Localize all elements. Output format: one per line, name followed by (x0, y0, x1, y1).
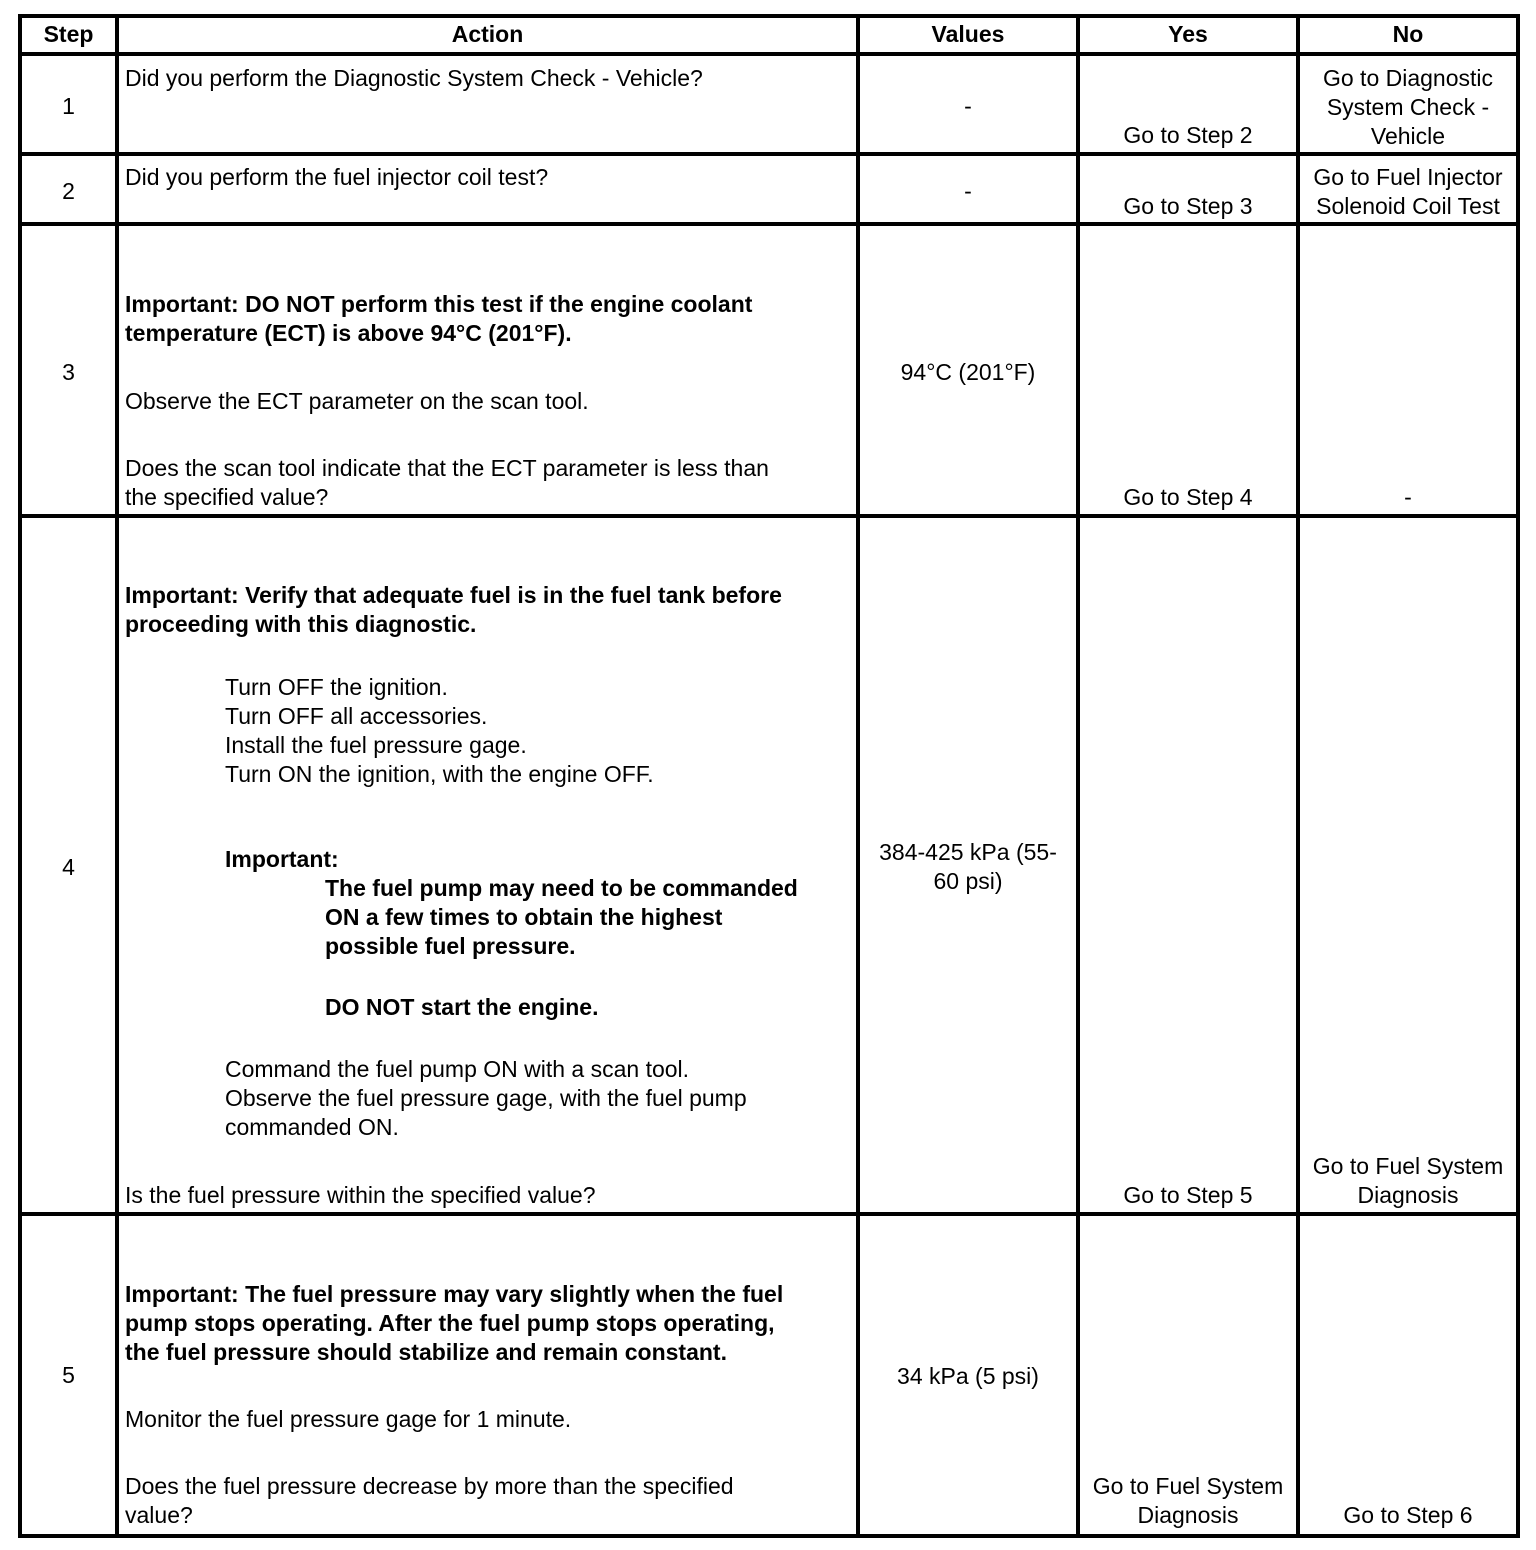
value-cell: 94°C (201°F) (900, 359, 1036, 385)
important-label: Important: (225, 846, 339, 872)
action-question: Did you perform the Diagnostic System Check - Vehicle? (125, 65, 703, 91)
important-note: The fuel pump may need to be commanded ON a few times to obtain the highest possible fuel pressure. (325, 875, 798, 959)
substep: Observe the fuel pressure gage, with the fuel pump (225, 1085, 747, 1111)
row-divider (18, 1212, 1520, 1216)
yes-link[interactable]: Go to Step 5 (1123, 1182, 1253, 1208)
header-no: No (1392, 21, 1424, 47)
important-note: DO NOT start the engine. (325, 994, 599, 1020)
action-question: Is the fuel pressure within the specified value? (125, 1182, 596, 1208)
header-yes: Yes (1168, 21, 1208, 47)
step-number: 5 (62, 1362, 75, 1388)
col-divider (1296, 14, 1300, 1538)
yes-link[interactable]: Go to Step 4 (1123, 484, 1253, 510)
action-instruction: Observe the ECT parameter on the scan tool. (125, 388, 589, 414)
row-divider (18, 152, 1520, 156)
table-border-bottom (18, 1534, 1520, 1538)
substep-list (225, 1055, 747, 1142)
no-link[interactable]: Go to Fuel System Diagnosis (1312, 1153, 1504, 1208)
value-cell: - (964, 93, 972, 119)
substep: Command the fuel pump ON with a scan tool. (225, 1056, 690, 1082)
value-cell: - (964, 178, 972, 204)
important-note: Important: DO NOT perform this test if the engine coolant temperature (ECT) is above 94°C (201°F). (125, 291, 753, 346)
table-border-left (18, 14, 22, 1538)
row-divider (18, 514, 1520, 518)
no-link: - (1404, 484, 1412, 510)
substep: Turn ON the ignition, with the engine OFF. (225, 761, 654, 787)
header-values: Values (931, 21, 1005, 47)
value-cell: 384-425 kPa (55- 60 psi) (879, 839, 1057, 894)
no-link[interactable]: Go to Step 6 (1343, 1502, 1473, 1528)
value-cell: 34 kPa (5 psi) (897, 1363, 1039, 1389)
substep: commanded ON. (225, 1114, 399, 1140)
col-divider (856, 14, 860, 1538)
table-border-top (18, 14, 1520, 18)
action-instruction: Monitor the fuel pressure gage for 1 minute. (125, 1406, 572, 1432)
col-divider (115, 14, 119, 1538)
substep-list (225, 673, 654, 789)
action-question: Does the fuel pressure decrease by more than the specified value? (125, 1473, 734, 1528)
table-border-right (1516, 14, 1520, 1538)
step-number: 3 (62, 359, 75, 385)
yes-link[interactable]: Go to Step 2 (1123, 122, 1253, 148)
header-step: Step (43, 21, 94, 47)
row-divider (18, 222, 1520, 226)
diagnostic-table (18, 14, 1520, 1538)
step-number: 1 (62, 93, 75, 119)
action-question: Did you perform the fuel injector coil test? (125, 164, 549, 190)
row-divider (18, 52, 1520, 56)
step-number: 2 (62, 178, 75, 204)
no-link[interactable]: Go to Fuel Injector Solenoid Coil Test (1313, 164, 1503, 219)
important-note: Important: Verify that adequate fuel is in the fuel tank before proceeding with this diagnostic. (125, 582, 782, 637)
yes-link[interactable]: Go to Fuel System Diagnosis (1092, 1473, 1284, 1528)
substep: Turn OFF the ignition. (225, 674, 448, 700)
header-action: Action (451, 21, 524, 47)
important-note: Important: The fuel pressure may vary slightly when the fuel pump stops operating. After the fuel pump stops operating, the fuel pressure should stabilize and remain constant. (125, 1281, 784, 1365)
action-question: Does the scan tool indicate that the ECT parameter is less than the specified value? (125, 455, 769, 510)
no-link[interactable]: Go to Diagnostic System Check - Vehicle (1322, 65, 1494, 149)
substep: Install the fuel pressure gage. (225, 732, 527, 758)
substep: Turn OFF all accessories. (225, 703, 488, 729)
col-divider (1076, 14, 1080, 1538)
yes-link[interactable]: Go to Step 3 (1123, 193, 1253, 219)
step-number: 4 (62, 854, 75, 880)
